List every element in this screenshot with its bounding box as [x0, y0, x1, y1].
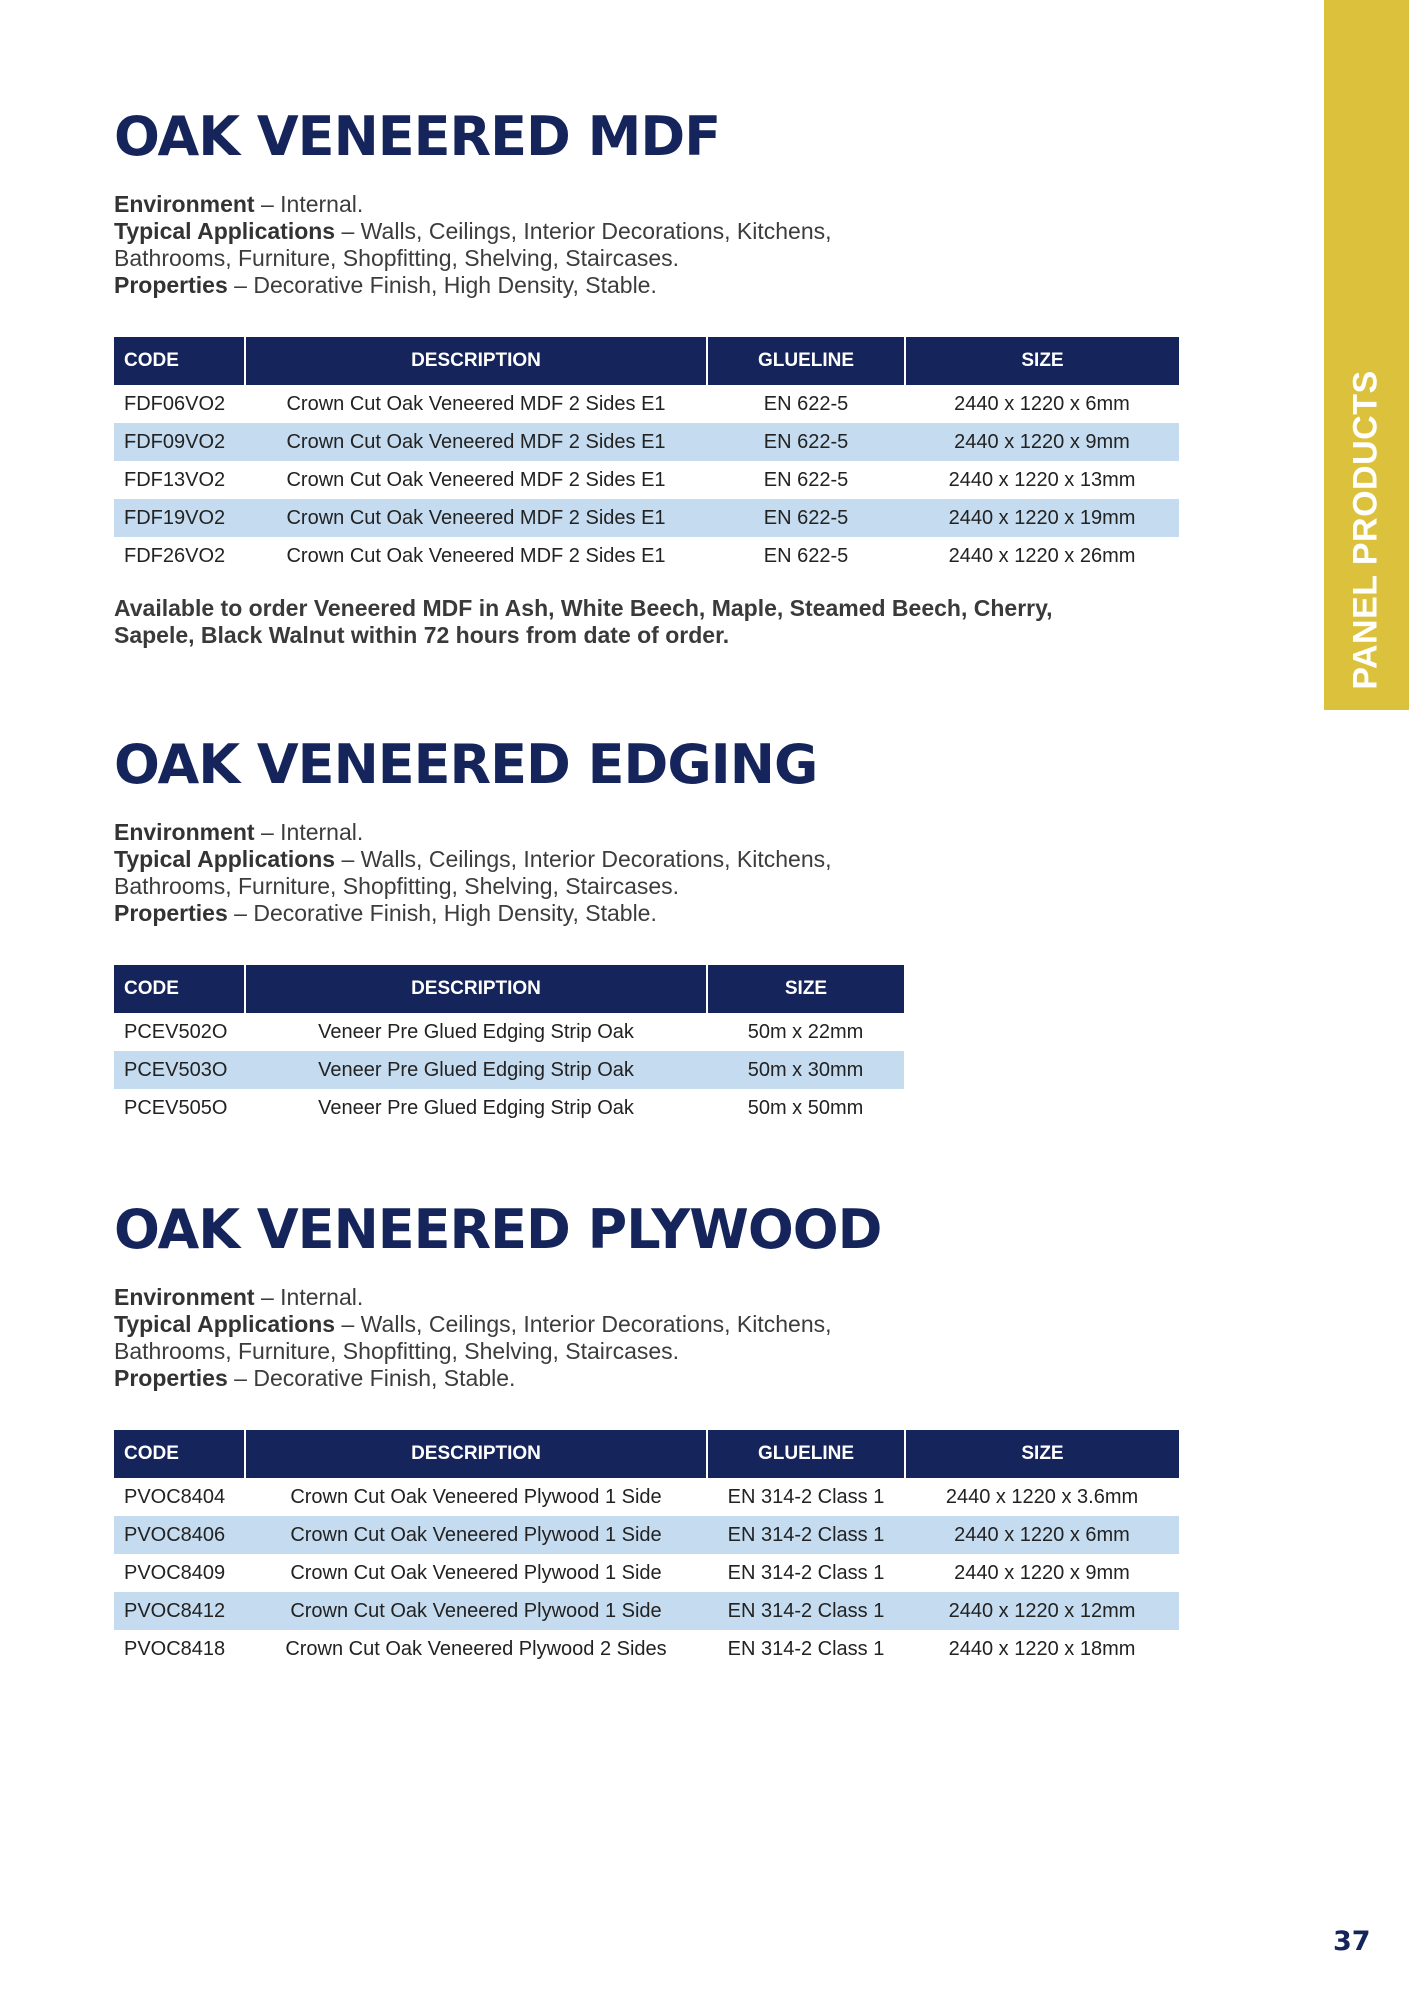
cell-description: Crown Cut Oak Veneered MDF 2 Sides E1 [245, 423, 707, 461]
environment-value: – Internal. [254, 819, 364, 845]
cell-glueline: EN 622-5 [707, 423, 905, 461]
table-row [114, 1516, 1179, 1554]
applications-label: Typical Applications [114, 1311, 336, 1337]
applications-label: Typical Applications [114, 846, 336, 872]
table-row [114, 1089, 904, 1127]
applications-value: – Walls, Ceilings, Interior Decorations, Kitchens, [335, 218, 832, 244]
properties-label: Properties [114, 900, 228, 926]
cell-glueline: EN 314-2 Class 1 [707, 1592, 905, 1630]
cell-code: PVOC8409 [124, 1561, 226, 1584]
cell-size: 2440 x 1220 x 26mm [948, 544, 1136, 567]
cell-size: 2440 x 1220 x 9mm [905, 423, 1179, 461]
cell-glueline: EN 622-5 [763, 468, 849, 491]
section-info [114, 819, 904, 927]
cell-description: Crown Cut Oak Veneered Plywood 2 Sides [285, 1637, 667, 1660]
section-title: OAK VENEERED MDF [114, 105, 721, 168]
note-line: Sapele, Black Walnut within 72 hours from date of order. [114, 622, 730, 648]
table-row [114, 1554, 1179, 1592]
cell-code: FDF06VO2 [124, 392, 226, 415]
table-row [114, 1630, 1179, 1668]
table-row [114, 423, 1179, 461]
product-table [114, 337, 1179, 575]
table-row [114, 1013, 904, 1051]
table-row [114, 537, 1179, 575]
cell-size: 2440 x 1220 x 9mm [954, 1561, 1130, 1584]
cell-code: PVOC8412 [114, 1592, 245, 1630]
environment-value: – Internal. [254, 191, 364, 217]
column-header: DESCRIPTION [245, 337, 707, 385]
cell-description: Crown Cut Oak Veneered MDF 2 Sides E1 [245, 499, 707, 537]
section-title: OAK VENEERED PLYWOOD [114, 1198, 882, 1261]
table-row [114, 461, 1179, 499]
cell-code: FDF09VO2 [114, 423, 245, 461]
cell-glueline: EN 622-5 [763, 544, 849, 567]
cell-description: Crown Cut Oak Veneered Plywood 1 Side [245, 1516, 707, 1554]
section-edging [114, 733, 904, 1127]
cell-code: FDF13VO2 [124, 468, 226, 491]
page-number: 37 [1333, 1926, 1371, 1957]
applications-value-line2: Bathrooms, Furniture, Shopfitting, Shelving, Staircases. [114, 1338, 680, 1364]
table-row [114, 1051, 904, 1089]
cell-size: 50m x 22mm [747, 1020, 864, 1043]
cell-code: FDF19VO2 [114, 499, 245, 537]
properties-value: – Decorative Finish, Stable. [227, 1365, 516, 1391]
applications-value-line2: Bathrooms, Furniture, Shopfitting, Shelving, Staircases. [114, 873, 680, 899]
cell-size: 2440 x 1220 x 18mm [948, 1637, 1136, 1660]
applications-value: – Walls, Ceilings, Interior Decorations, Kitchens, [335, 1311, 832, 1337]
cell-size: 50m x 30mm [707, 1051, 904, 1089]
product-table [114, 1430, 1179, 1668]
column-header: CODE [114, 1430, 245, 1478]
cell-glueline: EN 314-2 Class 1 [727, 1485, 885, 1508]
cell-code: PCEV502O [124, 1020, 228, 1043]
cell-code: FDF26VO2 [124, 544, 226, 567]
properties-value: – Decorative Finish, High Density, Stable. [227, 272, 657, 298]
cell-glueline: EN 314-2 Class 1 [707, 1516, 905, 1554]
cell-size: 2440 x 1220 x 6mm [905, 1516, 1179, 1554]
cell-size: 2440 x 1220 x 6mm [954, 392, 1130, 415]
cell-description: Crown Cut Oak Veneered Plywood 1 Side [245, 1592, 707, 1630]
cell-code: PVOC8404 [124, 1485, 226, 1508]
section-info [114, 191, 1179, 299]
note-line: Available to order Veneered MDF in Ash, White Beech, Maple, Steamed Beech, Cherry, [114, 595, 1053, 621]
cell-size: 2440 x 1220 x 12mm [905, 1592, 1179, 1630]
section-plywood [114, 1198, 1179, 1668]
cell-description: Veneer Pre Glued Edging Strip Oak [318, 1020, 634, 1043]
section-mdf [114, 105, 1179, 649]
cell-glueline: EN 622-5 [707, 499, 905, 537]
properties-value: – Decorative Finish, High Density, Stable. [227, 900, 657, 926]
environment-label: Environment [114, 819, 255, 845]
cell-size: 2440 x 1220 x 19mm [905, 499, 1179, 537]
properties-label: Properties [114, 272, 228, 298]
cell-glueline: EN 314-2 Class 1 [727, 1561, 885, 1584]
cell-size: 2440 x 1220 x 13mm [948, 468, 1136, 491]
table-row [114, 1478, 1179, 1516]
cell-description: Veneer Pre Glued Edging Strip Oak [245, 1051, 707, 1089]
cell-description: Crown Cut Oak Veneered Plywood 1 Side [290, 1485, 662, 1508]
column-header: SIZE [707, 965, 904, 1013]
cell-size: 50m x 50mm [747, 1096, 864, 1119]
cell-description: Crown Cut Oak Veneered Plywood 1 Side [290, 1561, 662, 1584]
cell-code: PCEV503O [114, 1051, 245, 1089]
side-tab-label: PANEL PRODUCTS [1346, 370, 1385, 690]
cell-size: 2440 x 1220 x 3.6mm [945, 1485, 1139, 1508]
cell-code: PVOC8406 [114, 1516, 245, 1554]
table-row [114, 499, 1179, 537]
column-header: SIZE [905, 337, 1179, 385]
column-header: DESCRIPTION [245, 965, 707, 1013]
column-header: SIZE [905, 1430, 1179, 1478]
environment-value: – Internal. [254, 1284, 364, 1310]
cell-code: PCEV505O [124, 1096, 228, 1119]
applications-value-line2: Bathrooms, Furniture, Shopfitting, Shelving, Staircases. [114, 245, 680, 271]
environment-label: Environment [114, 1284, 255, 1310]
applications-value: – Walls, Ceilings, Interior Decorations, Kitchens, [335, 846, 832, 872]
cell-glueline: EN 314-2 Class 1 [727, 1637, 885, 1660]
table-row [114, 1592, 1179, 1630]
product-table [114, 965, 904, 1127]
column-header: DESCRIPTION [245, 1430, 707, 1478]
section-title: OAK VENEERED EDGING [114, 733, 818, 796]
table-row [114, 385, 1179, 423]
section-info [114, 1284, 1179, 1392]
cell-description: Crown Cut Oak Veneered MDF 2 Sides E1 [286, 544, 666, 567]
cell-description: Crown Cut Oak Veneered MDF 2 Sides E1 [286, 468, 666, 491]
column-header: GLUELINE [707, 1430, 905, 1478]
applications-label: Typical Applications [114, 218, 336, 244]
cell-description: Veneer Pre Glued Edging Strip Oak [318, 1096, 634, 1119]
column-header: CODE [114, 337, 245, 385]
environment-label: Environment [114, 191, 255, 217]
properties-label: Properties [114, 1365, 228, 1391]
cell-description: Crown Cut Oak Veneered MDF 2 Sides E1 [286, 392, 666, 415]
cell-code: PVOC8418 [124, 1637, 226, 1660]
column-header: GLUELINE [707, 337, 905, 385]
availability-note [114, 595, 1179, 649]
column-header: CODE [114, 965, 245, 1013]
cell-glueline: EN 622-5 [763, 392, 849, 415]
